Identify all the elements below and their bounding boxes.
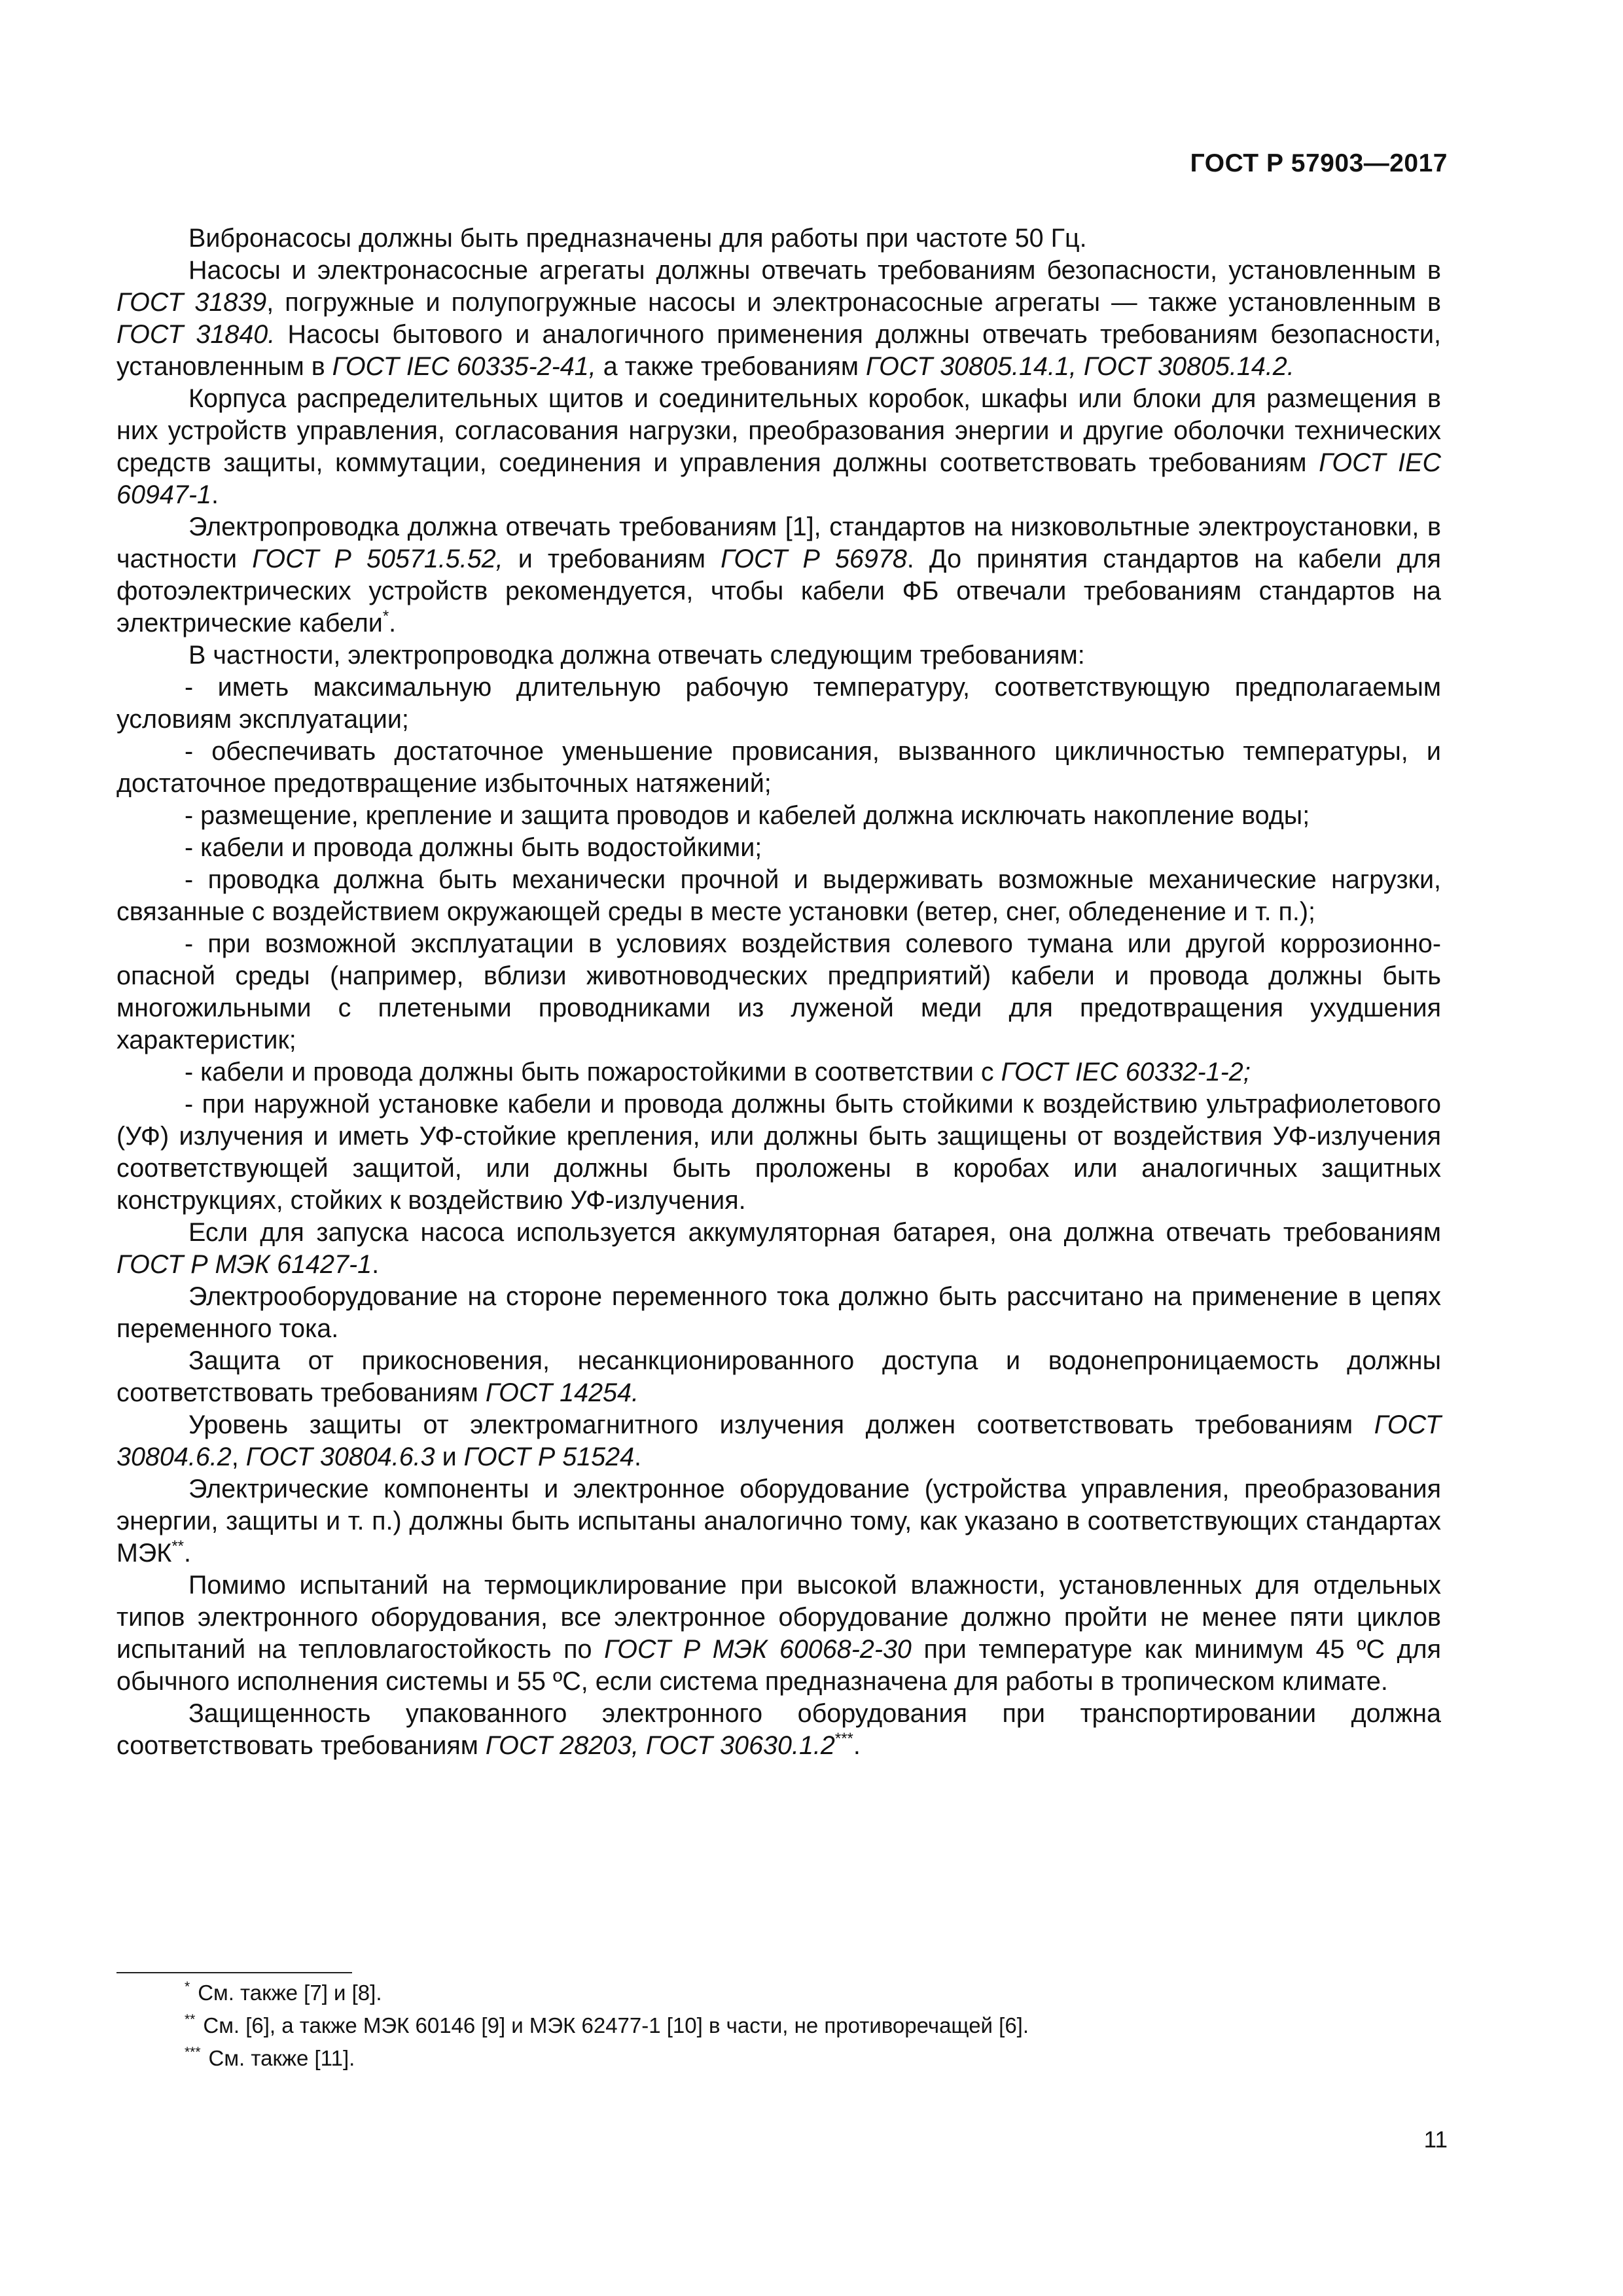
text-run: и bbox=[435, 1443, 464, 1471]
standard-reference: ГОСТ 31839 bbox=[116, 288, 267, 317]
footnote bbox=[185, 2009, 1363, 2042]
text-run: . bbox=[211, 480, 219, 509]
standard-reference: ГОСТ 31840. bbox=[116, 320, 276, 349]
list-item: - кабели и провода должны быть водостойкими; bbox=[185, 833, 762, 862]
footnote-mark: ** bbox=[185, 2012, 196, 2027]
standard-reference: ГОСТ IEC 60947-1 bbox=[116, 448, 1441, 509]
paragraph bbox=[116, 1473, 1441, 1570]
text-run: Насосы и электронасосные агрегаты должны отвечать требованиям безопасности, установленным в bbox=[188, 256, 1441, 285]
paragraph: Электрооборудование на стороне переменного тока должно быть рассчитано на применение в цепях переменного тока. bbox=[116, 1282, 1441, 1343]
text-run: . До принятия стандартов на кабели для фотоэлектрических устройств рекомендуется, чтобы кабели ФБ отвечали требованиям стандартов на электрические кабели bbox=[116, 545, 1441, 637]
text-run: Защищенность упакованного электронного оборудования при транспортировании должна соответствовать требованиям bbox=[116, 1699, 1441, 1760]
footnote-marker: * bbox=[382, 607, 389, 625]
footnote-text: См. [6], а также МЭК 60146 [9] и МЭК 62477-1 [10] в части, не противоречащей [6]. bbox=[203, 2013, 1029, 2037]
text-run: при температуре как минимум 45 ºС для обычного исполнения системы и 55 ºС, если система предназначена для работы в тропическом климате. bbox=[116, 1635, 1441, 1696]
body-text bbox=[116, 223, 1441, 1762]
page-number: 11 bbox=[1423, 2127, 1448, 2153]
text-run: . bbox=[372, 1250, 380, 1279]
standard-reference: ГОСТ Р 50571.5.52, bbox=[252, 545, 503, 573]
footnote bbox=[185, 2042, 1363, 2075]
footnote-text: См. также [7] и [8]. bbox=[198, 1981, 382, 2005]
text-run: . bbox=[184, 1539, 191, 1568]
footnote-marker: *** bbox=[834, 1730, 853, 1748]
standard-reference: ГОСТ IEC 60332-1-2; bbox=[1001, 1058, 1251, 1086]
list-item: - проводка должна быть механически прочной и выдерживать возможные механические нагрузки, связанные с воздействием окружающей среды в месте установки (ветер, снег, обледенение и т. п.); bbox=[116, 865, 1441, 926]
paragraph bbox=[116, 1409, 1441, 1473]
footnote bbox=[185, 1977, 1363, 2009]
text-run: и требованиям bbox=[503, 545, 721, 573]
standard-reference: ГОСТ 30804.6.3 bbox=[245, 1443, 435, 1471]
paragraph bbox=[116, 1570, 1441, 1698]
list-item bbox=[116, 1056, 1441, 1088]
document-header: ГОСТ Р 57903—2017 bbox=[1190, 149, 1448, 177]
text-run: Если для запуска насоса используется аккумуляторная батарея, она должна отвечать требованиям bbox=[188, 1218, 1441, 1247]
text-run: . bbox=[853, 1731, 861, 1760]
list-item: - при возможной эксплуатации в условиях воздействия солевого тумана или другой коррозионно-опасной среды (например, вблизи животноводческих предприятий) кабели и провода должны быть многожильными с плетеными проводниками из луженой меди для предотвращения ухудшения характеристик; bbox=[116, 929, 1441, 1054]
text-run: Электропроводка должна отвечать требованиям [1], стандартов на низковольтные электроустановки, в частности bbox=[116, 512, 1441, 573]
text-run: , погружные и полупогружные насосы и электронасосные агрегаты — также установленным в bbox=[266, 288, 1441, 317]
paragraph bbox=[116, 1345, 1441, 1409]
text-run: Помимо испытаний на термоциклирование при высокой влажности, установленных для отдельных типов электронного оборудования, все электронное оборудование должно пройти не менее пяти циклов испытаний на тепловлагостойкость по bbox=[116, 1571, 1441, 1664]
text-run: Насосы бытового и аналогичного применения должны отвечать требованиям безопасности, установленным в bbox=[116, 320, 1441, 381]
footnote-mark: * bbox=[185, 1979, 190, 1994]
standard-reference: ГОСТ 28203, ГОСТ 30630.1.2 bbox=[485, 1731, 835, 1760]
text-run: . bbox=[389, 609, 397, 637]
text-run: . bbox=[634, 1443, 642, 1471]
paragraph: Вибронасосы должны быть предназначены для работы при частоте 50 Гц. bbox=[188, 224, 1087, 253]
standard-reference: ГОСТ Р МЭК 60068-2-30 bbox=[604, 1635, 912, 1664]
standard-reference: ГОСТ Р МЭК 61427-1 bbox=[116, 1250, 372, 1279]
text-run: Корпуса распределительных щитов и соединительных коробок, шкафы или блоки для размещения в них устройств управления, согласования нагрузки, преобразования энергии и другие оболочки технических средств защиты, коммутации, соединения и управления должны соответствовать требованиям bbox=[116, 384, 1441, 477]
standard-reference: ГОСТ 30805.14.1, ГОСТ 30805.14.2. bbox=[865, 352, 1294, 381]
standard-reference: ГОСТ Р 51524 bbox=[463, 1443, 635, 1471]
list-item: - иметь максимальную длительную рабочую температуру, соответствующую предполагаемым условиям эксплуатации; bbox=[116, 673, 1441, 734]
standard-reference: ГОСТ Р 56978 bbox=[721, 545, 907, 573]
standard-reference: ГОСТ IEC 60335-2-41, bbox=[332, 352, 596, 381]
paragraph bbox=[116, 1217, 1441, 1281]
standard-reference: ГОСТ 14254. bbox=[485, 1378, 639, 1407]
footnotes bbox=[185, 1977, 1363, 2075]
list-item: - обеспечивать достаточное уменьшение провисания, вызванного цикличностью температуры, и достаточное предотвращение избыточных натяжений; bbox=[116, 737, 1441, 798]
text-run: Уровень защиты от электромагнитного излучения должен соответствовать требованиям bbox=[188, 1410, 1374, 1439]
paragraph bbox=[116, 511, 1441, 639]
text-run: - кабели и провода должны быть пожаростойкими в соответствии с bbox=[185, 1058, 1001, 1086]
standard-reference: ГОСТ 30804.6.2 bbox=[116, 1410, 1441, 1471]
text-run: а также требованиям bbox=[596, 352, 866, 381]
text-run: Электрические компоненты и электронное оборудование (устройства управления, преобразования энергии, защиты и т. п.) должны быть испытаны аналогично тому, как указано в соответствующих стандартах МЭК bbox=[116, 1475, 1441, 1568]
text-run: , bbox=[231, 1443, 246, 1471]
paragraph bbox=[116, 255, 1441, 383]
text-run: Защита от прикосновения, несанкционированного доступа и водонепроницаемость должны соответствовать требованиям bbox=[116, 1346, 1441, 1407]
list-item: - размещение, крепление и защита проводов и кабелей должна исключать накопление воды; bbox=[185, 801, 1310, 830]
footnote-mark: *** bbox=[185, 2045, 201, 2060]
list-item: - при наружной установке кабели и провода должны быть стойкими к воздействию ультрафиолетового (УФ) излучения и иметь УФ-стойкие крепления, или должны быть защищены от воздействия УФ-излучения соответствующей защитой, или должны быть проложены в коробах или аналогичных защитных конструкциях, стойких к воздействию УФ-излучения. bbox=[116, 1090, 1441, 1215]
paragraph bbox=[116, 1698, 1441, 1762]
footnote-marker: ** bbox=[171, 1537, 184, 1555]
paragraph bbox=[116, 383, 1441, 511]
paragraph: В частности, электропроводка должна отвечать следующим требованиям: bbox=[188, 641, 1085, 670]
footnote-text: См. также [11]. bbox=[208, 2046, 355, 2070]
footnote-separator bbox=[116, 1972, 352, 1973]
